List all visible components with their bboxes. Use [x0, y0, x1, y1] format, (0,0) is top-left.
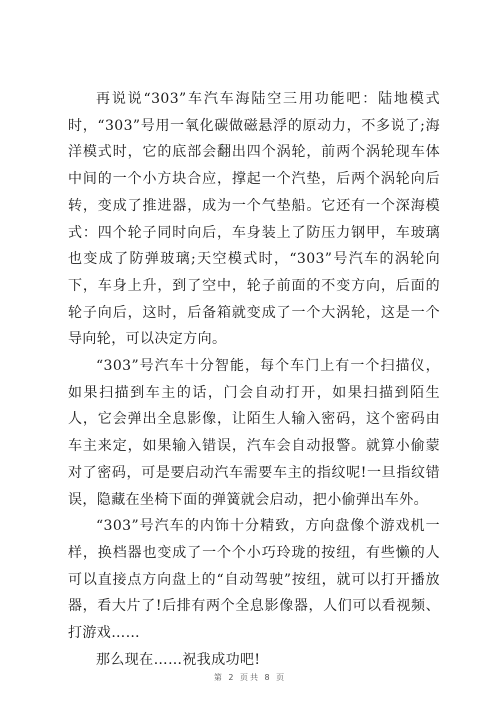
paragraph-interior: “303”号汽车的内饰十分精致，方向盘像个游戏机一样，换档器也变成了一个个小巧玲珑的按纽，有些懒的人可以直接点方向盘上的“自动驾驶”按纽，就可以打开播放器，看大片了!后排有两个全息影像器，人们可以看视频、打游戏…… — [68, 518, 440, 642]
paragraph-amphibious-modes: 再说说“303”车汽车海陆空三用功能吧：陆地模式时，“303”号用一氧化碳做磁悬浮的原动力，不多说了;海洋模式时，它的底部会翻出四个涡轮，前两个涡轮现车体中间的一个小方块合应，撑起一个汽垫，后两个涡轮向后转，变成了推进器，成为一个气垫船。它还有一个深海模式：四个轮子同时向后，车身装上了防压力钢甲，车玻璃也变成了防弹玻璃;天空模式时，“303”号汽车的涡轮向下，车身上升，到了空中，轮子前面的不变方向，后面的轮子向后，这时，后备箱就变成了一个大涡轮，这是一个导向轮，可以决定方向。 — [68, 91, 440, 348]
document-body — [68, 86, 440, 673]
paragraph-smart-security: “303”号汽车十分智能，每个车门上有一个扫描仪，如果扫描到车主的话，门会自动打开，如果扫描到陌生人，它会弹出全息影像，让陌生人输入密码，这个密码由车主来定，如果输入错误，汽车会自动报警。就算小偷蒙对了密码，可是要启动汽车需要车主的指纹呢!一旦指纹错误，隐藏在坐椅下面的弹簧就会启动，把小偷弹出车外。 — [68, 358, 440, 508]
page-number-footer: 第 2 页共 8 页 — [213, 673, 287, 682]
paragraph-closing: 那么现在……祝我成功吧! — [96, 651, 261, 668]
